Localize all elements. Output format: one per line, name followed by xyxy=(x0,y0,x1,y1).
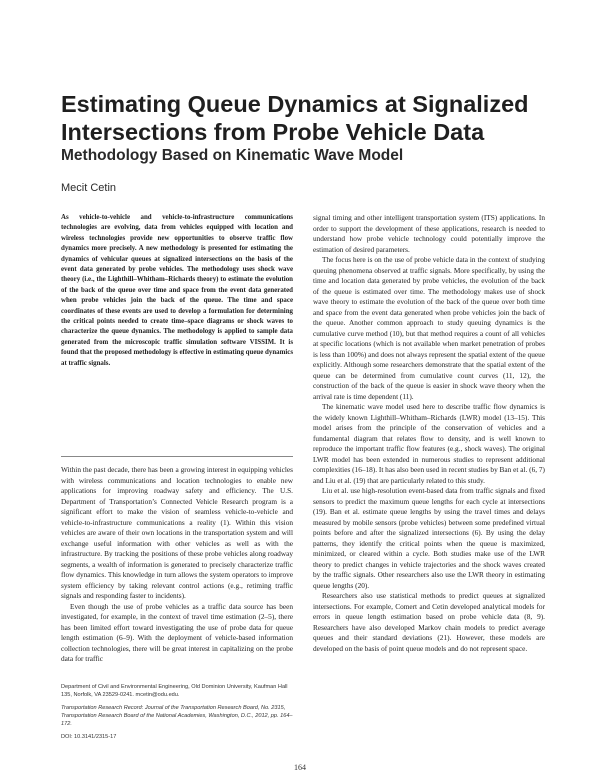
body-paragraph: signal timing and other intelligent transportation system (ITS) applications. In order to support the development of these applications, research is needed to understand how probe vehicle technology could potentially improve the estimation of desired parameters. xyxy=(313,213,545,254)
right-column-body xyxy=(313,213,545,654)
paper-subtitle: Methodology Based on Kinematic Wave Model xyxy=(61,147,404,164)
body-paragraph: Liu et al. use high-resolution event-based data from traffic signals and fixed sensors to predict the maximum queue lengths for each cycle at intersections (19). Ban et al. estimate queue lengths by using the travel times and delays measured by mobile sensors (probe vehicles) between some predefined virtual points before and after the signalized intersections (6). By using the delay patterns, they identify the critical points when the queue is maximized, minimized, or cleared within a cycle. Both studies make use of the LWR theory to predict changes in vehicle trajectories and the shock waves created by the traffic signals. Other researchers also use the LWR theory in estimating queue lengths (20). xyxy=(313,486,545,590)
body-paragraph: Within the past decade, there has been a growing interest in equipping vehicles with wireless communications and location technologies to enable new applications for improving roadway safety and efficiency. The U.S. Department of Transportation’s Connected Vehicle Research program is a significant effort to make the vision of seamless vehicle-to-vehicle and vehicle-to-infrastructure communications a reality (1). Within this vision vehicles are aware of their own locations in the transportation system and will exchange useful information with other vehicles as well as with the infrastructure. By tracking the positions of these probe vehicles along roadway segments, a wealth of information is generated to precisely characterize traffic flow dynamics. This knowledge in turn allows the system operators to improve system efficiency by taking relevant control actions (e.g., retiming traffic signals and responding faster to incidents). xyxy=(61,465,293,600)
left-column-body xyxy=(61,465,293,665)
doi-note: DOI: 10.3141/2315-17 xyxy=(61,734,117,741)
body-paragraph: The kinematic wave model used here to describe traffic flow dynamics is the widely known Lighthill–Whitham–Richards (LWR) model (13–15). This model arises from the principle of the conservation of vehicles and a fundamental diagram that relates flow to density, and is well known to reproduce the important traffic flow features (e.g., shock waves). The original LWR model has been extended in numerous studies to represent additional complexities (16–18). It has also been used in recent studies by Ban et al. (6, 7) and Liu et al. (19) that are particularly related to this study. xyxy=(313,402,545,485)
affiliation-note: Department of Civil and Environmental Engineering, Old Dominion University, Kaufman Hall 135, Norfolk, VA 23529-0241. mcetin@odu.edu. xyxy=(61,684,288,699)
page-number: 164 xyxy=(294,763,306,772)
body-paragraph: Researchers also use statistical methods to predict queues at signalized intersections. For example, Comert and Cetin developed analytical models for errors in queue length estimation based on probe vehicle data (8, 9). Researchers have also developed Markov chain models to predict average queues and their standard deviations (21). However, these models are developed on the basis of point queue models and do not represent space. xyxy=(313,591,545,653)
body-paragraph: Even though the use of probe vehicles as a traffic data source has been investigated, for example, in the context of travel time estimation (2–5), there has been limited effort toward investigating the use of probe data for queue length estimation (6–9). With the deployment of vehicle-based information collection technologies, there will be great interest in capitalizing on the probe data for traffic xyxy=(61,601,293,663)
journal-citation: Transportation Research Record: Journal of the Transportation Research Board, No. 2315, Transportation Research Board of the National Academies, Washington, D.C., 2012, pp. 164–172. xyxy=(61,705,293,728)
abstract-divider xyxy=(61,456,293,457)
paper-title: Estimating Queue Dynamics at Signalized Intersections from Probe Vehicle Data xyxy=(61,91,529,145)
author-name: Mecit Cetin xyxy=(61,182,117,194)
abstract: As vehicle-to-vehicle and vehicle-to-infrastructure communications technologies are evolving, data from vehicles equipped with location and wireless technologies provide new opportunities to observe traffic flow dynamics more precisely. A new methodology is presented for estimating the dynamics of vehicular queues at signalized intersections on the basis of the event data generated by probe vehicles. The methodology uses shock wave theory (i.e., the Lighthill–Whitham–Richards theory) to estimate the evolution of the back of the queue over time and space from the event data generated when probe vehicles join the back of the queue. The time and space coordinates of these events are used to develop a formulation for determining the critical points needed to create time–space diagrams or shock waves to characterize the queue dynamics. The methodology is applied to sample data generated from the microscopic traffic simulation software VISSIM. It is found that the proposed methodology is effective in estimating queue dynamics at traffic signals. xyxy=(61,214,293,367)
body-paragraph: The focus here is on the use of probe vehicle data in the context of studying queuing phenomena observed at traffic signals. More specifically, by using the time and location data generated by probe vehicles, the evolution of the back of the queue is estimated over time. The methodology makes use of shock wave theory to estimate the evolution of the back of the queue over both time and space from the event data generated when probe vehicles join the back of the queue. Another common approach to study queuing dynamics is the cumulative curve method (10), but that method requires a count of all vehicles at specific locations (which is not available when market penetration of probes is less than 100%) and does not always represent the spatial extent of the queue explicitly. Although some researchers demonstrate that the spatial extent of the queue can be determined from cumulative count curves (11, 12), the construction of the back of the queue is easier in shock wave theory when the arrival rate is time dependent (11). xyxy=(313,255,545,401)
footnotes xyxy=(61,683,293,747)
